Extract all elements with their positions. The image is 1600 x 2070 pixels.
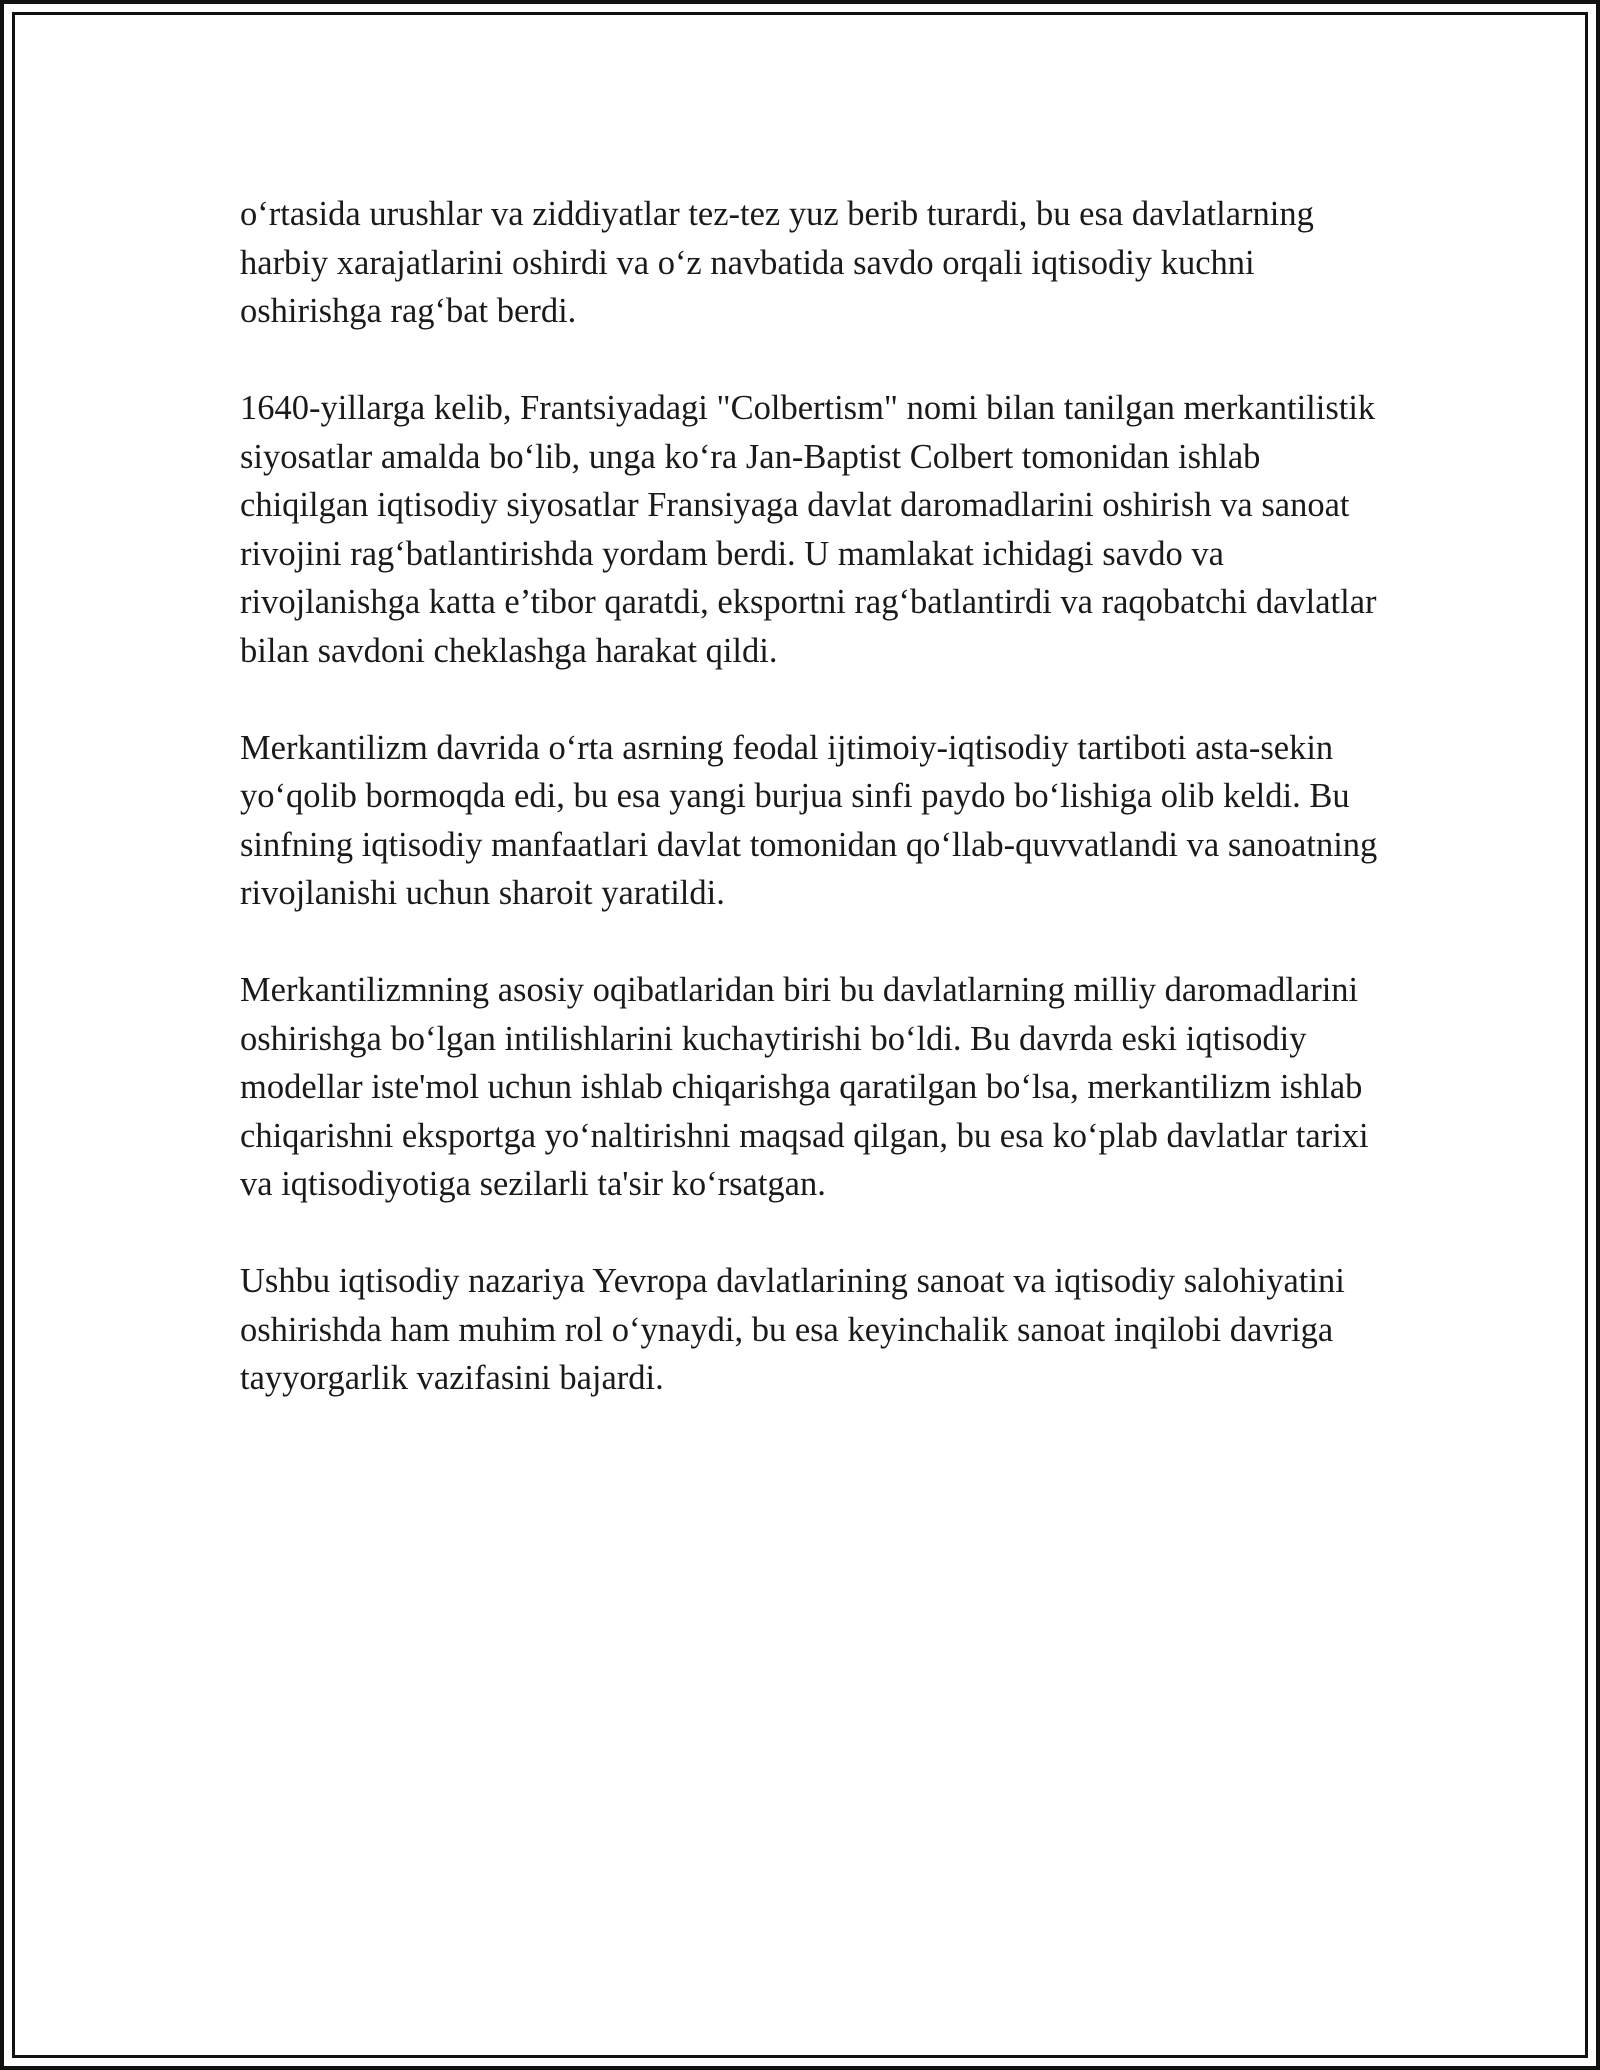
document-body [240,190,1380,1451]
paragraph-3: Merkantilizm davrida o‘rta asrning feodal ijtimoiy-iqtisodiy tartiboti asta-sekin yo‘qolib bormoqda edi, bu esa yangi burjua sinfi paydo bo‘lishiga olib keldi. Bu sinfning iqtisodiy manfaatlari davlat tomonidan qo‘llab-quvvatlandi va sanoatning rivojlanishi uchun sharoit yaratildi. [240,728,1378,912]
paragraph-1: o‘rtasida urushlar va ziddiyatlar tez-tez yuz berib turardi, bu esa davlatlarning harbiy xarajatlarini oshirdi va o‘z navbatida savdo orqali iqtisodiy kuchni oshirishga rag‘bat berdi. [240,195,1314,330]
paragraph-4: Merkantilizmning asosiy oqibatlaridan biri bu davlatlarning milliy daromadlarini oshirishga bo‘lgan intilishlarini kuchaytirishi bo‘ldi. Bu davrda eski iqtisodiy modellar iste'mol uchun ishlab chiqarishga qaratilgan bo‘lsa, merkantilizm ishlab chiqarishni eksportga yo‘naltirishni maqsad qilgan, bu esa ko‘plab davlatlar tarixi va iqtisodiyotiga sezilarli ta'sir ko‘rsatgan. [240,971,1369,1203]
paragraph-5: Ushbu iqtisodiy nazariya Yevropa davlatlarining sanoat va iqtisodiy salohiyatini oshirishda ham muhim rol o‘ynaydi, bu esa keyinchalik sanoat inqilobi davriga tayyorgarlik vazifasini bajardi. [240,1262,1345,1397]
paragraph-2: 1640-yillarga kelib, Frantsiyadagi "Colbertism" nomi bilan tanilgan merkantilistik siyosatlar amalda bo‘lib, unga ko‘ra Jan-Baptist Colbert tomonidan ishlab chiqilgan iqtisodiy siyosatlar Fransiyaga davlat daromadlarini oshirish va sanoat rivojini rag‘batlantirishda yordam berdi. U mamlakat ichidagi savdo va rivojlanishga katta e’tibor qaratdi, eksportni rag‘batlantirdi va raqobatchi davlatlar bilan savdoni cheklashga harakat qildi. [240,389,1377,670]
